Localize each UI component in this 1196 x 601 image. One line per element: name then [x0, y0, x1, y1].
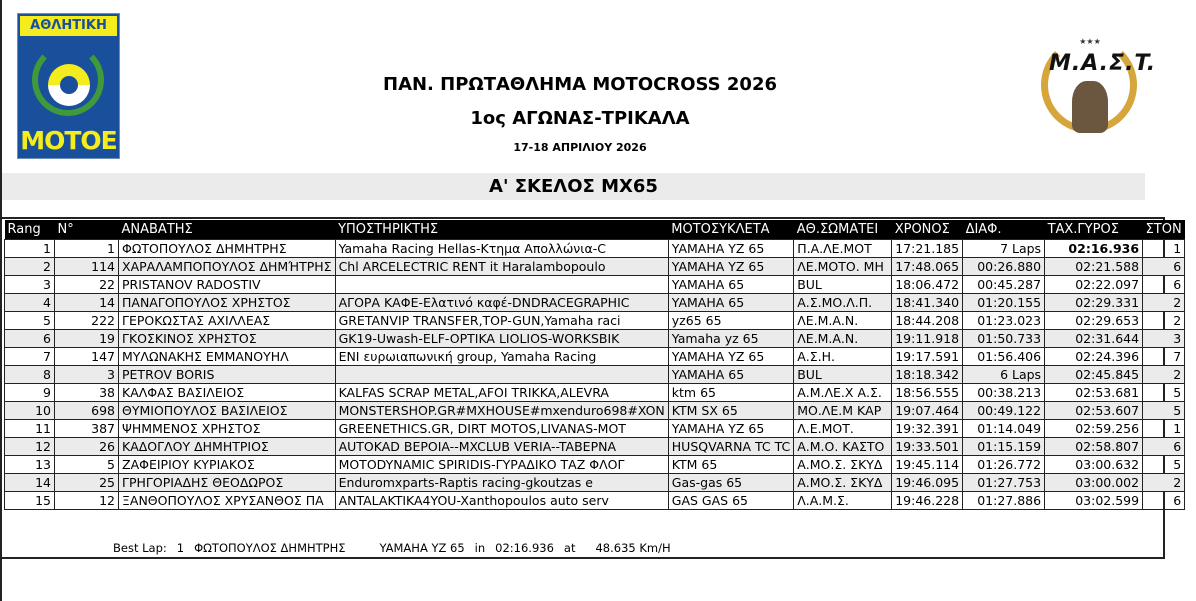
- best-lap-cell: 02:53.607: [1045, 402, 1143, 420]
- on-lap-cell: 6: [1143, 492, 1185, 510]
- club-cell: ΛΕ.ΜΟΤΟ. ΜΗ: [794, 258, 892, 276]
- rider-cell: ΧΑΡΑΛΑΜΠΟΠΟΥΛΟΣ ΔΗΜΉΤΡΗΣ: [119, 258, 336, 276]
- best-lap-cell: 02:29.331: [1045, 294, 1143, 312]
- time-cell: 19:11.918: [892, 330, 963, 348]
- diff-cell: 00:49.122: [963, 402, 1045, 420]
- time-cell: 19:32.391: [892, 420, 963, 438]
- on-lap-cell: 6: [1143, 276, 1185, 294]
- bike-cell: HUSQVARNA TC TC: [668, 438, 793, 456]
- event-dates: 17-18 ΑΠΡΙΛΙΟΥ 2026: [513, 141, 647, 154]
- club-cell: ΛΕ.Μ.Α.Ν.: [794, 312, 892, 330]
- rider-cell: ΜΥΛΩΝΑΚΗΣ ΕΜΜΑΝΟΥΗΛ: [119, 348, 336, 366]
- rang-cell: 1: [5, 240, 55, 258]
- rang-cell: 9: [5, 384, 55, 402]
- club-cell: Λ.Ε.ΜΟΤ.: [794, 420, 892, 438]
- diff-cell: 01:27.753: [963, 474, 1045, 492]
- bike-cell: Yamaha yz 65: [668, 330, 793, 348]
- club-cell: Α.Μ.ΛΕ.Χ Α.Σ.: [794, 384, 892, 402]
- number-cell: 3: [55, 366, 119, 384]
- rider-cell: ΓΕΡΟΚΩΣΤΑΣ ΑΧΙΛΛΕΑΣ: [119, 312, 336, 330]
- on-lap-cell: 2: [1143, 294, 1185, 312]
- bike-cell: ktm 65: [668, 384, 793, 402]
- sponsor-cell: Enduromxparts-Raptis racing-gkoutzas e: [335, 474, 668, 492]
- table-row[interactable]: [5, 348, 1185, 366]
- diff-cell: 00:45.287: [963, 276, 1045, 294]
- bike-cell: yz65 65: [668, 312, 793, 330]
- rider-cell: ΓΚΟΣΚΙΝΟΣ ΧΡΗΣΤΟΣ: [119, 330, 336, 348]
- time-cell: 19:07.464: [892, 402, 963, 420]
- time-cell: 19:17.591: [892, 348, 963, 366]
- logo-top-text: ΑΘΛΗΤΙΚΗ: [20, 16, 117, 36]
- club-cell: Α.ΜΟ.Σ. ΣΚΥΔ: [794, 474, 892, 492]
- bike-cell: YAMAHA YZ 65: [668, 420, 793, 438]
- on-lap-cell: 5: [1143, 402, 1185, 420]
- on-lap-cell: 2: [1143, 366, 1185, 384]
- rang-cell: 12: [5, 438, 55, 456]
- time-cell: 18:41.340: [892, 294, 963, 312]
- circular-arrows-icon: [48, 64, 90, 106]
- time-cell: 17:48.065: [892, 258, 963, 276]
- time-cell: 19:46.095: [892, 474, 963, 492]
- club-cell: Α.Μ.Ο. ΚΑΣΤΟ: [794, 438, 892, 456]
- rider-cell: ΦΩΤΟΠΟΥΛΟΣ ΔΗΜΗΤΡΗΣ: [119, 240, 336, 258]
- rider-cell: ΠΑΝΑΓΟΠΟΥΛΟΣ ΧΡΗΣΤΟΣ: [119, 294, 336, 312]
- race-title: Α' ΣΚΕΛΟΣ MX65: [489, 176, 658, 197]
- rider-cell: ΓΡΗΓΟΡΙΑΔΗΣ ΘΕΟΔΩΡΟΣ: [119, 474, 336, 492]
- table-row[interactable]: [5, 402, 1185, 420]
- sponsor-cell: ΑΓΟΡΑ ΚΑΦΕ-Ελατινό καφέ-DNDRACEGRAPHIC: [335, 294, 668, 312]
- rider-cell: ΘΥΜΙΟΠΟΥΛΟΣ ΒΑΣΙΛΕΙΟΣ: [119, 402, 336, 420]
- rang-cell: 11: [5, 420, 55, 438]
- rang-cell: 3: [5, 276, 55, 294]
- rider-cell: ΚΑΛΦΑΣ ΒΑΣΙΛΕΙΟΣ: [119, 384, 336, 402]
- club-cell: Α.ΜΟ.Σ. ΣΚΥΔ: [794, 456, 892, 474]
- club-cell: Π.Α.ΛΕ.ΜΟΤ: [794, 240, 892, 258]
- best-lap-cell: 02:24.396: [1045, 348, 1143, 366]
- best-lap-cell: 02:21.588: [1045, 258, 1143, 276]
- col-header-rang[interactable]: Rang: [5, 220, 55, 240]
- rider-cell: ΞΑΝΘΟΠΟΥΛΟΣ ΧΡΥΣΑΝΘΟΣ ΠΑ: [119, 492, 336, 510]
- club-cell: ΜΟ.ΛΕ.Μ ΚΑΡ: [794, 402, 892, 420]
- club-cell: Λ.Α.Μ.Σ.: [794, 492, 892, 510]
- diff-cell: 01:20.155: [963, 294, 1045, 312]
- table-row[interactable]: [5, 492, 1185, 510]
- bike-cell: YAMAHA YZ 65: [668, 240, 793, 258]
- rang-cell: 7: [5, 348, 55, 366]
- number-cell: 14: [55, 294, 119, 312]
- time-cell: 19:33.501: [892, 438, 963, 456]
- table-row[interactable]: [5, 438, 1185, 456]
- col-header-club[interactable]: ΑΘ.ΣΩΜΑΤΕΙ: [794, 220, 892, 240]
- diff-cell: 6 Laps: [963, 366, 1045, 384]
- time-cell: 19:46.228: [892, 492, 963, 510]
- number-cell: 222: [55, 312, 119, 330]
- best-lap-cell: 02:29.653: [1045, 312, 1143, 330]
- bike-cell: YAMAHA YZ 65: [668, 348, 793, 366]
- best-lap-cell: 02:59.256: [1045, 420, 1143, 438]
- rang-cell: 14: [5, 474, 55, 492]
- diff-cell: 01:56.406: [963, 348, 1045, 366]
- col-header-best-lap[interactable]: ΤΑΧ.ΓΥΡΟΣ: [1045, 220, 1143, 240]
- race-subtitle-bar: [2, 173, 1145, 200]
- on-lap-cell: 6: [1143, 438, 1185, 456]
- number-cell: 5: [55, 456, 119, 474]
- sponsor-cell: [335, 276, 668, 294]
- number-cell: 147: [55, 348, 119, 366]
- time-cell: 18:06.472: [892, 276, 963, 294]
- best-lap-in-label: in: [474, 541, 486, 555]
- table-row[interactable]: [5, 258, 1185, 276]
- best-lap-speed: 48.635 Km/H: [595, 541, 671, 555]
- rang-cell: 4: [5, 294, 55, 312]
- mast-logo: [1035, 33, 1157, 143]
- time-cell: 17:21.185: [892, 240, 963, 258]
- table-row[interactable]: [5, 312, 1185, 330]
- stars-icon: ★★★: [1079, 37, 1101, 46]
- rider-cell: PETROV BORIS: [119, 366, 336, 384]
- rider-cell: ΖΑΦΕΙΡΙΟΥ ΚΥΡΙΑΚΟΣ: [119, 456, 336, 474]
- club-cell: Α.Σ.Η.: [794, 348, 892, 366]
- rang-cell: 2: [5, 258, 55, 276]
- results-table: [4, 220, 1185, 510]
- rang-cell: 10: [5, 402, 55, 420]
- table-header-row: [5, 220, 1185, 240]
- sponsor-cell: ENI ευρωιαπωνική group, Yamaha Racing: [335, 348, 668, 366]
- diff-cell: 01:15.159: [963, 438, 1045, 456]
- col-header-number[interactable]: N°: [55, 220, 119, 240]
- diff-cell: 01:23.023: [963, 312, 1045, 330]
- best-lap-cell: 02:31.644: [1045, 330, 1143, 348]
- best-lap-label: Best Lap:: [113, 541, 167, 555]
- rider-cell: ΚΑΔΟΓΛΟΥ ΔΗΜΗΤΡΙΟΣ: [119, 438, 336, 456]
- table-row[interactable]: [5, 276, 1185, 294]
- sponsor-cell: GREENETHICS.GR, DIRT MOTOS,LIVANAS-MOT: [335, 420, 668, 438]
- best-lap-rang: 1: [176, 541, 185, 555]
- number-cell: 26: [55, 438, 119, 456]
- number-cell: 387: [55, 420, 119, 438]
- number-cell: 22: [55, 276, 119, 294]
- on-lap-cell: 1: [1143, 420, 1185, 438]
- on-lap-cell: 1: [1143, 240, 1185, 258]
- best-lap-cell: 03:00.002: [1045, 474, 1143, 492]
- sponsor-cell: MOTODYNAMIC SPIRIDIS-ΓΥΡΑΔΙΚΟ ΤΑΖ ΦΛΟΓ: [335, 456, 668, 474]
- on-lap-cell: 5: [1143, 456, 1185, 474]
- rider-cell: ΨΗΜΜΕΝΟΣ ΧΡΗΣΤΟΣ: [119, 420, 336, 438]
- athlitiki-motoe-logo: [17, 13, 120, 159]
- time-cell: 18:56.555: [892, 384, 963, 402]
- on-lap-cell: 2: [1143, 474, 1185, 492]
- on-lap-cell: 2: [1143, 312, 1185, 330]
- rang-cell: 8: [5, 366, 55, 384]
- number-cell: 12: [55, 492, 119, 510]
- best-lap-cell: 03:00.632: [1045, 456, 1143, 474]
- bike-cell: KTM SX 65: [668, 402, 793, 420]
- time-cell: 18:44.208: [892, 312, 963, 330]
- best-lap-cell: 02:16.936: [1045, 240, 1143, 258]
- col-header-time[interactable]: ΧΡΟΝΟΣ: [892, 220, 963, 240]
- col-header-diff[interactable]: ΔΙΑΦ.: [963, 220, 1045, 240]
- diff-cell: 00:26.880: [963, 258, 1045, 276]
- number-cell: 25: [55, 474, 119, 492]
- diff-cell: 01:14.049: [963, 420, 1045, 438]
- table-row[interactable]: [5, 366, 1185, 384]
- table-row[interactable]: [5, 474, 1185, 492]
- sponsor-cell: ANTALAKTIKA4YOU-Xanthopoulos auto serv: [335, 492, 668, 510]
- club-cell: ΛΕ.Μ.Α.Ν.: [794, 330, 892, 348]
- club-cell: Α.Σ.ΜΟ.Λ.Π.: [794, 294, 892, 312]
- on-lap-cell: 3: [1143, 330, 1185, 348]
- sponsor-cell: MONSTERSHOP.GR#MXHOUSE#mxenduro698#XON: [335, 402, 668, 420]
- sponsor-cell: Chl ARCELECTRIC RENT it Haralambopoulo: [335, 258, 668, 276]
- number-cell: 19: [55, 330, 119, 348]
- diff-cell: 01:26.772: [963, 456, 1045, 474]
- rang-cell: 6: [5, 330, 55, 348]
- on-lap-cell: 5: [1143, 384, 1185, 402]
- diff-cell: 01:50.733: [963, 330, 1045, 348]
- best-lap-cell: 03:02.599: [1045, 492, 1143, 510]
- bike-cell: YAMAHA 65: [668, 294, 793, 312]
- best-lap-cell: 02:53.681: [1045, 384, 1143, 402]
- best-lap-cell: 02:22.097: [1045, 276, 1143, 294]
- number-cell: 38: [55, 384, 119, 402]
- diff-cell: 00:38.213: [963, 384, 1045, 402]
- event-title: 1ος ΑΓΩΝΑΣ-ΤΡΙΚΑΛΑ: [470, 108, 690, 129]
- sponsor-cell: GK19-Uwash-ELF-OPTIKA LIOLIOS-WORKSBIK: [335, 330, 668, 348]
- best-lap-cell: 02:58.807: [1045, 438, 1143, 456]
- best-lap-at-label: at: [563, 541, 576, 555]
- table-row[interactable]: [5, 330, 1185, 348]
- table-row[interactable]: [5, 420, 1185, 438]
- bike-cell: GAS GAS 65: [668, 492, 793, 510]
- col-header-sponsor[interactable]: ΥΠΟΣΤΗΡΙΚΤΗΣ: [335, 220, 668, 240]
- diff-cell: 7 Laps: [963, 240, 1045, 258]
- diff-cell: 01:27.886: [963, 492, 1045, 510]
- sponsor-cell: Yamaha Racing Hellas-Κτημα Απολλώνια-C: [335, 240, 668, 258]
- bike-cell: Gas-gas 65: [668, 474, 793, 492]
- table-row[interactable]: [5, 294, 1185, 312]
- rang-cell: 5: [5, 312, 55, 330]
- table-row[interactable]: [5, 384, 1185, 402]
- number-cell: 1: [55, 240, 119, 258]
- best-lap-summary: [113, 541, 681, 555]
- col-header-rider[interactable]: ΑΝΑΒΑΤΗΣ: [119, 220, 336, 240]
- sponsor-cell: AUTOKAD BEPOIA--MXCLUB VERIA--TABEPNA: [335, 438, 668, 456]
- bike-cell: KTM 65: [668, 456, 793, 474]
- rider-silhouette-icon: [1072, 81, 1108, 133]
- best-lap-cell: 02:45.845: [1045, 366, 1143, 384]
- col-header-bike[interactable]: ΜΟΤΟΣΥΚΛΕΤΑ: [668, 220, 793, 240]
- table-row[interactable]: [5, 456, 1185, 474]
- bike-cell: YAMAHA 65: [668, 276, 793, 294]
- sponsor-cell: [335, 366, 668, 384]
- club-cell: BUL: [794, 276, 892, 294]
- number-cell: 698: [55, 402, 119, 420]
- rang-cell: 13: [5, 456, 55, 474]
- mast-logo-text: M.A.Σ.T.: [1049, 51, 1157, 76]
- number-cell: 114: [55, 258, 119, 276]
- logo-bottom-text: ΜΟΤΟΕ: [20, 126, 117, 155]
- best-lap-bike: YAMAHA YZ 65: [379, 541, 465, 555]
- club-cell: BUL: [794, 366, 892, 384]
- championship-title: ΠΑΝ. ΠΡΩΤΑΘΛΗΜΑ MOTOCROSS 2026: [383, 74, 777, 95]
- table-row[interactable]: [5, 240, 1185, 258]
- rider-cell: PRISTANOV RADOSTIV: [119, 276, 336, 294]
- on-lap-cell: 7: [1143, 348, 1185, 366]
- rang-cell: 15: [5, 492, 55, 510]
- on-lap-cell: 6: [1143, 258, 1185, 276]
- time-cell: 18:18.342: [892, 366, 963, 384]
- col-header-on-lap[interactable]: ΣΤΟΝ: [1143, 220, 1185, 240]
- sponsor-cell: GRETANVIP TRANSFER,TOP-GUN,Yamaha raci: [335, 312, 668, 330]
- best-lap-time: 02:16.936: [495, 541, 554, 555]
- bike-cell: YAMAHA YZ 65: [668, 258, 793, 276]
- sponsor-cell: KALFAS SCRAP METAL,AFOI TRIKKA,ALEVRA: [335, 384, 668, 402]
- best-lap-rider: ΦΩΤΟΠΟΥΛΟΣ ΔΗΜΗΤΡΗΣ: [194, 541, 346, 555]
- time-cell: 19:45.114: [892, 456, 963, 474]
- bike-cell: YAMAHA 65: [668, 366, 793, 384]
